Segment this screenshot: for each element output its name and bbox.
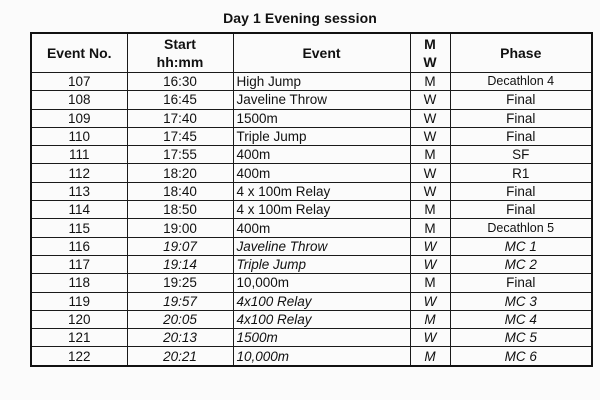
- event-name-cell: 1500m: [233, 109, 410, 127]
- event-name-cell: High Jump: [233, 73, 410, 91]
- phase-cell: SF: [450, 146, 592, 164]
- start-time-cell: 20:21: [127, 347, 233, 366]
- event-name-cell: Triple Jump: [233, 255, 410, 273]
- gender-cell: M: [410, 73, 450, 91]
- phase-cell: R1: [450, 164, 592, 182]
- phase-cell: Final: [450, 91, 592, 109]
- event-no-cell: 111: [31, 146, 127, 164]
- table-row: [31, 310, 592, 328]
- event-name-cell: 10,000m: [233, 347, 410, 366]
- table-row: [31, 109, 592, 127]
- gender-cell: M: [410, 219, 450, 237]
- gender-cell: M: [410, 347, 450, 366]
- gender-cell: W: [410, 329, 450, 347]
- phase-cell: Final: [450, 201, 592, 219]
- event-name-cell: Triple Jump: [233, 127, 410, 145]
- table-row: [31, 292, 592, 310]
- event-name-cell: 4 x 100m Relay: [233, 201, 410, 219]
- start-time-cell: 17:45: [127, 127, 233, 145]
- phase-cell: MC 1: [450, 237, 592, 255]
- phase-cell: MC 5: [450, 329, 592, 347]
- event-no-cell: 113: [31, 182, 127, 200]
- start-time-cell: 20:05: [127, 310, 233, 328]
- start-time-cell: 17:40: [127, 109, 233, 127]
- event-no-cell: 120: [31, 310, 127, 328]
- start-time-cell: 16:45: [127, 91, 233, 109]
- event-no-cell: 109: [31, 109, 127, 127]
- start-time-cell: 18:40: [127, 182, 233, 200]
- gender-cell: W: [410, 237, 450, 255]
- event-no-cell: 114: [31, 201, 127, 219]
- event-no-cell: 115: [31, 219, 127, 237]
- schedule-table: [30, 32, 593, 367]
- table-row: [31, 347, 592, 366]
- start-time-cell: 19:14: [127, 255, 233, 273]
- header-event-no: Event No.: [31, 33, 127, 73]
- event-name-cell: 4 x 100m Relay: [233, 182, 410, 200]
- header-row: [31, 33, 592, 73]
- header-event: Event: [233, 33, 410, 73]
- header-mw: M W: [410, 33, 450, 73]
- phase-cell: MC 4: [450, 310, 592, 328]
- table-row: [31, 219, 592, 237]
- gender-cell: W: [410, 164, 450, 182]
- start-time-cell: 19:07: [127, 237, 233, 255]
- event-no-cell: 112: [31, 164, 127, 182]
- gender-cell: M: [410, 146, 450, 164]
- start-time-cell: 17:55: [127, 146, 233, 164]
- gender-cell: M: [410, 274, 450, 292]
- table-row: [31, 182, 592, 200]
- start-time-cell: 19:25: [127, 274, 233, 292]
- table-row: [31, 201, 592, 219]
- start-time-cell: 18:50: [127, 201, 233, 219]
- table-row: [31, 73, 592, 91]
- gender-cell: W: [410, 255, 450, 273]
- phase-cell: Decathlon 5: [450, 219, 592, 237]
- event-no-cell: 116: [31, 237, 127, 255]
- event-name-cell: 1500m: [233, 329, 410, 347]
- event-no-cell: 121: [31, 329, 127, 347]
- gender-cell: W: [410, 91, 450, 109]
- table-row: [31, 237, 592, 255]
- start-time-cell: 16:30: [127, 73, 233, 91]
- gender-cell: M: [410, 310, 450, 328]
- phase-cell: Decathlon 4: [450, 73, 592, 91]
- table-row: [31, 329, 592, 347]
- gender-cell: W: [410, 127, 450, 145]
- table-row: [31, 146, 592, 164]
- event-name-cell: 4x100 Relay: [233, 292, 410, 310]
- phase-cell: Final: [450, 274, 592, 292]
- phase-cell: Final: [450, 127, 592, 145]
- table-row: [31, 164, 592, 182]
- table-row: [31, 91, 592, 109]
- event-no-cell: 108: [31, 91, 127, 109]
- event-no-cell: 107: [31, 73, 127, 91]
- phase-cell: Final: [450, 109, 592, 127]
- phase-cell: MC 6: [450, 347, 592, 366]
- phase-cell: Final: [450, 182, 592, 200]
- table-row: [31, 127, 592, 145]
- start-time-cell: 18:20: [127, 164, 233, 182]
- gender-cell: M: [410, 201, 450, 219]
- start-time-cell: 19:00: [127, 219, 233, 237]
- event-name-cell: 400m: [233, 164, 410, 182]
- phase-cell: MC 3: [450, 292, 592, 310]
- gender-cell: W: [410, 292, 450, 310]
- header-phase: Phase: [450, 33, 592, 73]
- event-no-cell: 119: [31, 292, 127, 310]
- start-time-cell: 19:57: [127, 292, 233, 310]
- event-name-cell: 10,000m: [233, 274, 410, 292]
- table-row: [31, 255, 592, 273]
- start-time-cell: 20:13: [127, 329, 233, 347]
- table-row: [31, 274, 592, 292]
- page-title: Day 1 Evening session: [223, 10, 377, 26]
- event-no-cell: 110: [31, 127, 127, 145]
- event-name-cell: 400m: [233, 146, 410, 164]
- event-name-cell: Javeline Throw: [233, 91, 410, 109]
- event-name-cell: Javeline Throw: [233, 237, 410, 255]
- event-no-cell: 118: [31, 274, 127, 292]
- gender-cell: W: [410, 109, 450, 127]
- event-no-cell: 122: [31, 347, 127, 366]
- header-start: Start hh:mm: [127, 33, 233, 73]
- event-no-cell: 117: [31, 255, 127, 273]
- event-name-cell: 4x100 Relay: [233, 310, 410, 328]
- gender-cell: W: [410, 182, 450, 200]
- phase-cell: MC 2: [450, 255, 592, 273]
- event-name-cell: 400m: [233, 219, 410, 237]
